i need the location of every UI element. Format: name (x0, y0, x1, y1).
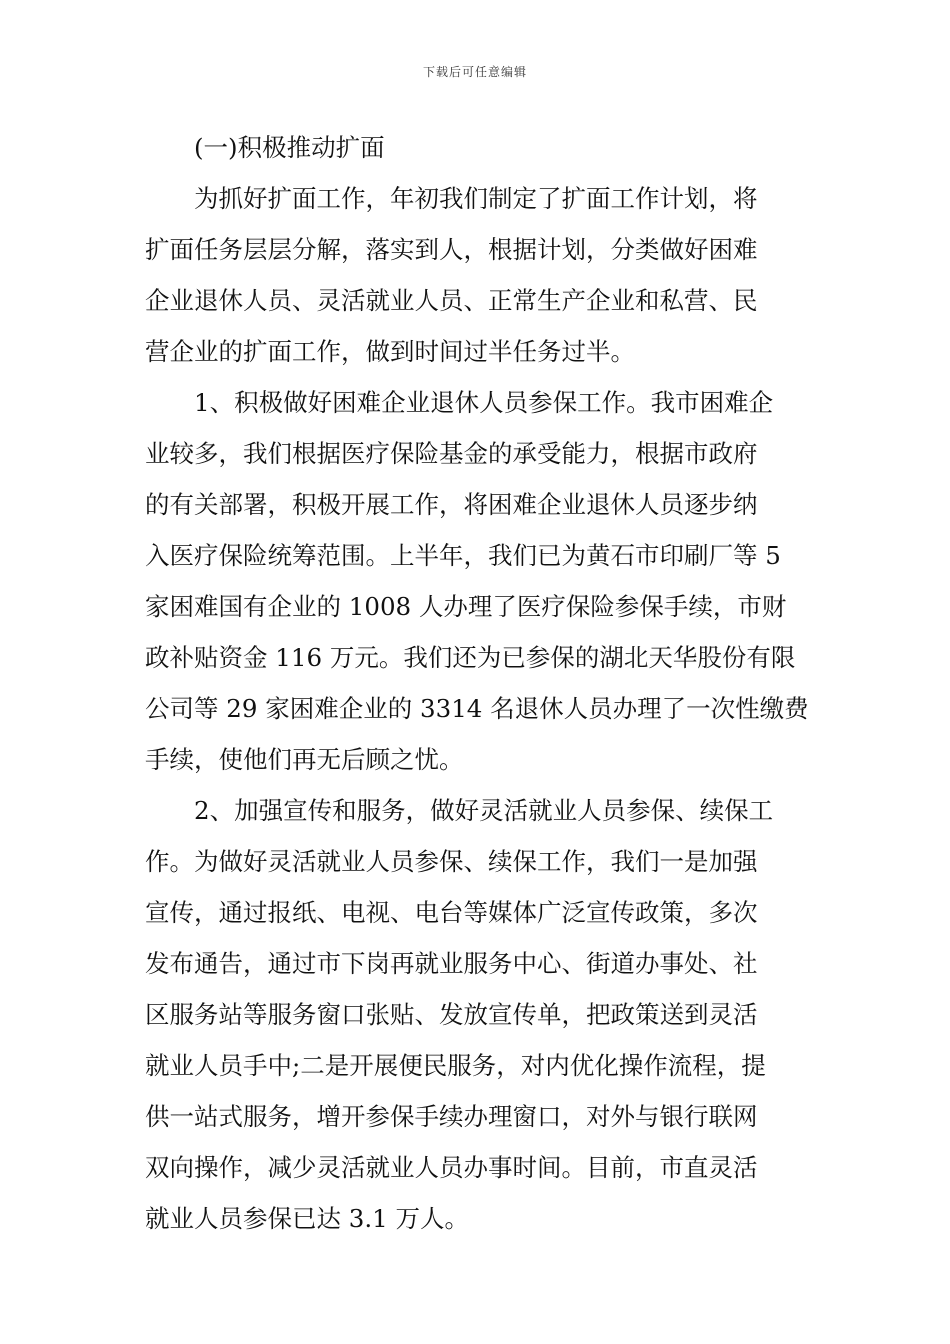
text-line: 入医疗保险统筹范围。上半年，我们已为黄石市印刷厂等 5 (145, 541, 781, 570)
text-line: 发布通告，通过市下岗再就业服务中心、街道办事处、社 (145, 949, 758, 978)
text-line: 为抓好扩面工作，年初我们制定了扩面工作计划，将 (145, 184, 758, 213)
text-line: 1、积极做好困难企业退休人员参保工作。我市困难企 (145, 388, 774, 417)
text-line: 2、加强宣传和服务，做好灵活就业人员参保、续保工 (145, 796, 774, 825)
text-line: 供一站式服务，增开参保手续办理窗口，对外与银行联网 (145, 1102, 758, 1131)
document-body (145, 122, 815, 1244)
text-line: 政补贴资金 116 万元。我们还为已参保的湖北天华股份有限 (145, 643, 796, 672)
text-line: 就业人员手中;二是开展便民服务，对内优化操作流程，提 (145, 1051, 766, 1080)
text-line: 双向操作，减少灵活就业人员办事时间。目前，市直灵活 (145, 1153, 758, 1182)
text-line: 手续，使他们再无后顾之忧。 (145, 745, 464, 774)
page-header: 下载后可任意编辑 (422, 65, 527, 79)
text-line: 公司等 29 家困难企业的 3314 名退休人员办理了一次性缴费 (145, 694, 809, 723)
text-line: 业较多，我们根据医疗保险基金的承受能力，根据市政府 (145, 439, 758, 468)
text-line: 家困难国有企业的 1008 人办理了医疗保险参保手续，市财 (145, 592, 787, 621)
text-line: 的有关部署，积极开展工作，将困难企业退休人员逐步纳 (145, 490, 758, 519)
text-line: 区服务站等服务窗口张贴、发放宣传单，把政策送到灵活 (145, 1000, 758, 1029)
text-line: 就业人员参保已达 3.1 万人。 (145, 1204, 470, 1233)
text-line: 作。为做好灵活就业人员参保、续保工作，我们一是加强 (145, 847, 758, 876)
text-line: 企业退休人员、灵活就业人员、正常生产企业和私营、民 (145, 286, 758, 315)
text-line: 营企业的扩面工作，做到时间过半任务过半。 (145, 337, 635, 366)
text-line: 宣传，通过报纸、电视、电台等媒体广泛宣传政策，多次 (145, 898, 758, 927)
text-line: 扩面任务层层分解，落实到人，根据计划，分类做好困难 (145, 235, 758, 264)
section-heading: (一)积极推动扩面 (145, 133, 385, 162)
